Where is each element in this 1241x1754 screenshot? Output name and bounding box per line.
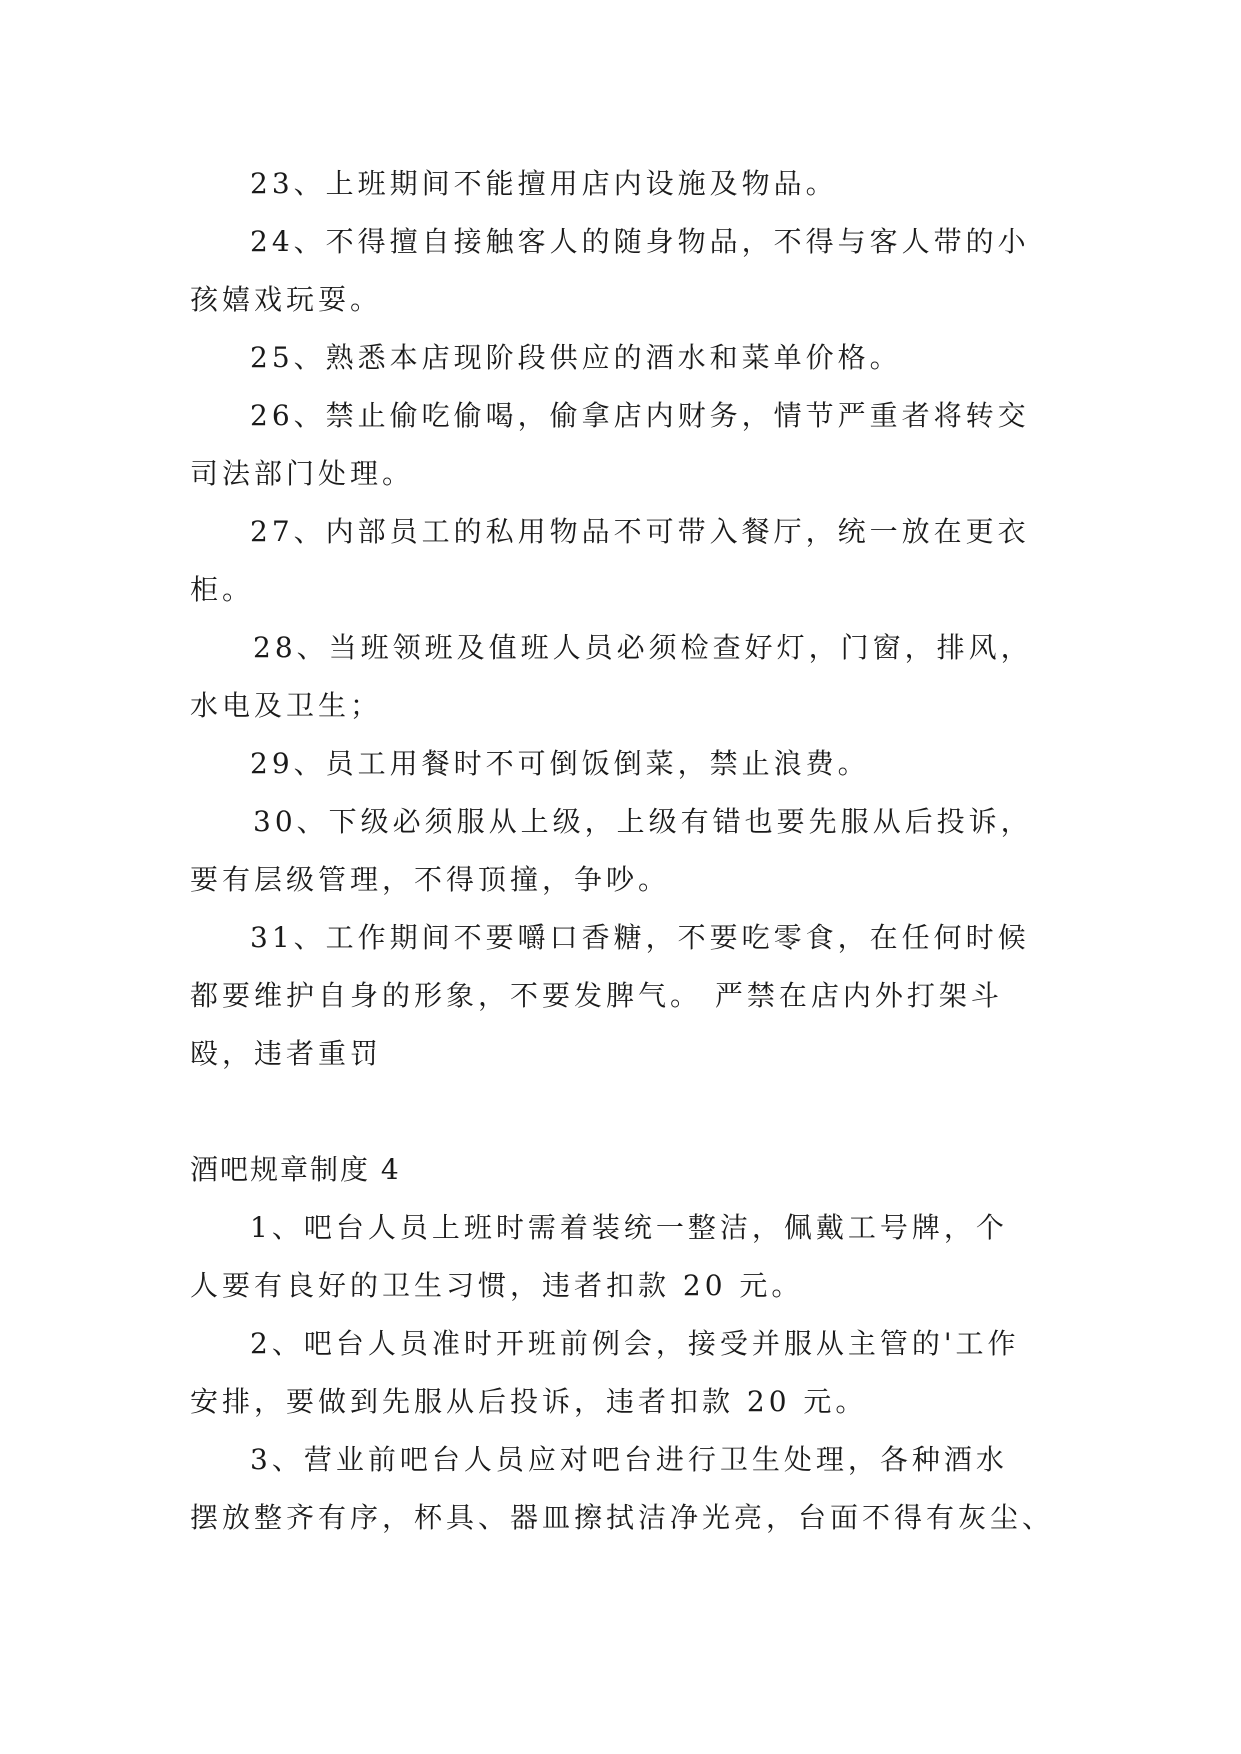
rule-25-line-1: 25、熟悉本店现阶段供应的酒水和菜单价格。	[250, 341, 902, 374]
bar-rule-2-line-1: 2、吧台人员准时开班前例会，接受并服从主管的'工作	[250, 1327, 1020, 1360]
rule-23-line-1: 23、上班期间不能擅用店内设施及物品。	[250, 167, 838, 200]
rule-27-line-1: 27、内部员工的私用物品不可带入餐厅，统一放在更衣	[250, 515, 1030, 548]
rule-28-line-1: 28、当班领班及值班人员必须检查好灯，门窗，排风，	[253, 631, 1033, 664]
rule-28-line-2: 水电及卫生；	[190, 689, 383, 722]
rule-31-line-2: 都要维护自身的形象，不要发脾气。 严禁在店内外打架斗	[190, 979, 1003, 1012]
rule-31-line-3: 殴，违者重罚	[190, 1037, 383, 1070]
rule-29-line-1: 29、员工用餐时不可倒饭倒菜，禁止浪费。	[250, 747, 870, 780]
rule-24-line-1: 24、不得擅自接触客人的随身物品，不得与客人带的小	[250, 225, 1030, 258]
rule-26-line-1: 26、禁止偷吃偷喝，偷拿店内财务，情节严重者将转交	[250, 399, 1030, 432]
bar-rule-1-line-2: 人要有良好的卫生习惯，违者扣款 20 元。	[190, 1269, 804, 1302]
bar-rule-1-line-1: 1、吧台人员上班时需着装统一整洁，佩戴工号牌，个	[250, 1211, 1008, 1244]
rule-26-line-2: 司法部门处理。	[190, 457, 415, 490]
rule-24-line-2: 孩嬉戏玩耍。	[190, 283, 383, 316]
bar-rule-2-line-2: 安排，要做到先服从后投诉，违者扣款 20 元。	[190, 1385, 868, 1418]
bar-rule-3-line-1: 3、营业前吧台人员应对吧台进行卫生处理，各种酒水	[250, 1443, 1008, 1476]
rule-27-line-2: 柜。	[190, 573, 255, 606]
rule-30-line-2: 要有层级管理，不得顶撞，争吵。	[190, 863, 671, 896]
section-heading: 酒吧规章制度 4	[190, 1153, 401, 1186]
rule-31-line-1: 31、工作期间不要嚼口香糖，不要吃零食，在任何时候	[250, 921, 1030, 954]
rule-30-line-1: 30、下级必须服从上级，上级有错也要先服从后投诉，	[253, 805, 1033, 838]
bar-rule-3-line-2: 摆放整齐有序，杯具、器皿擦拭洁净光亮，台面不得有灰尘、	[190, 1501, 1055, 1534]
